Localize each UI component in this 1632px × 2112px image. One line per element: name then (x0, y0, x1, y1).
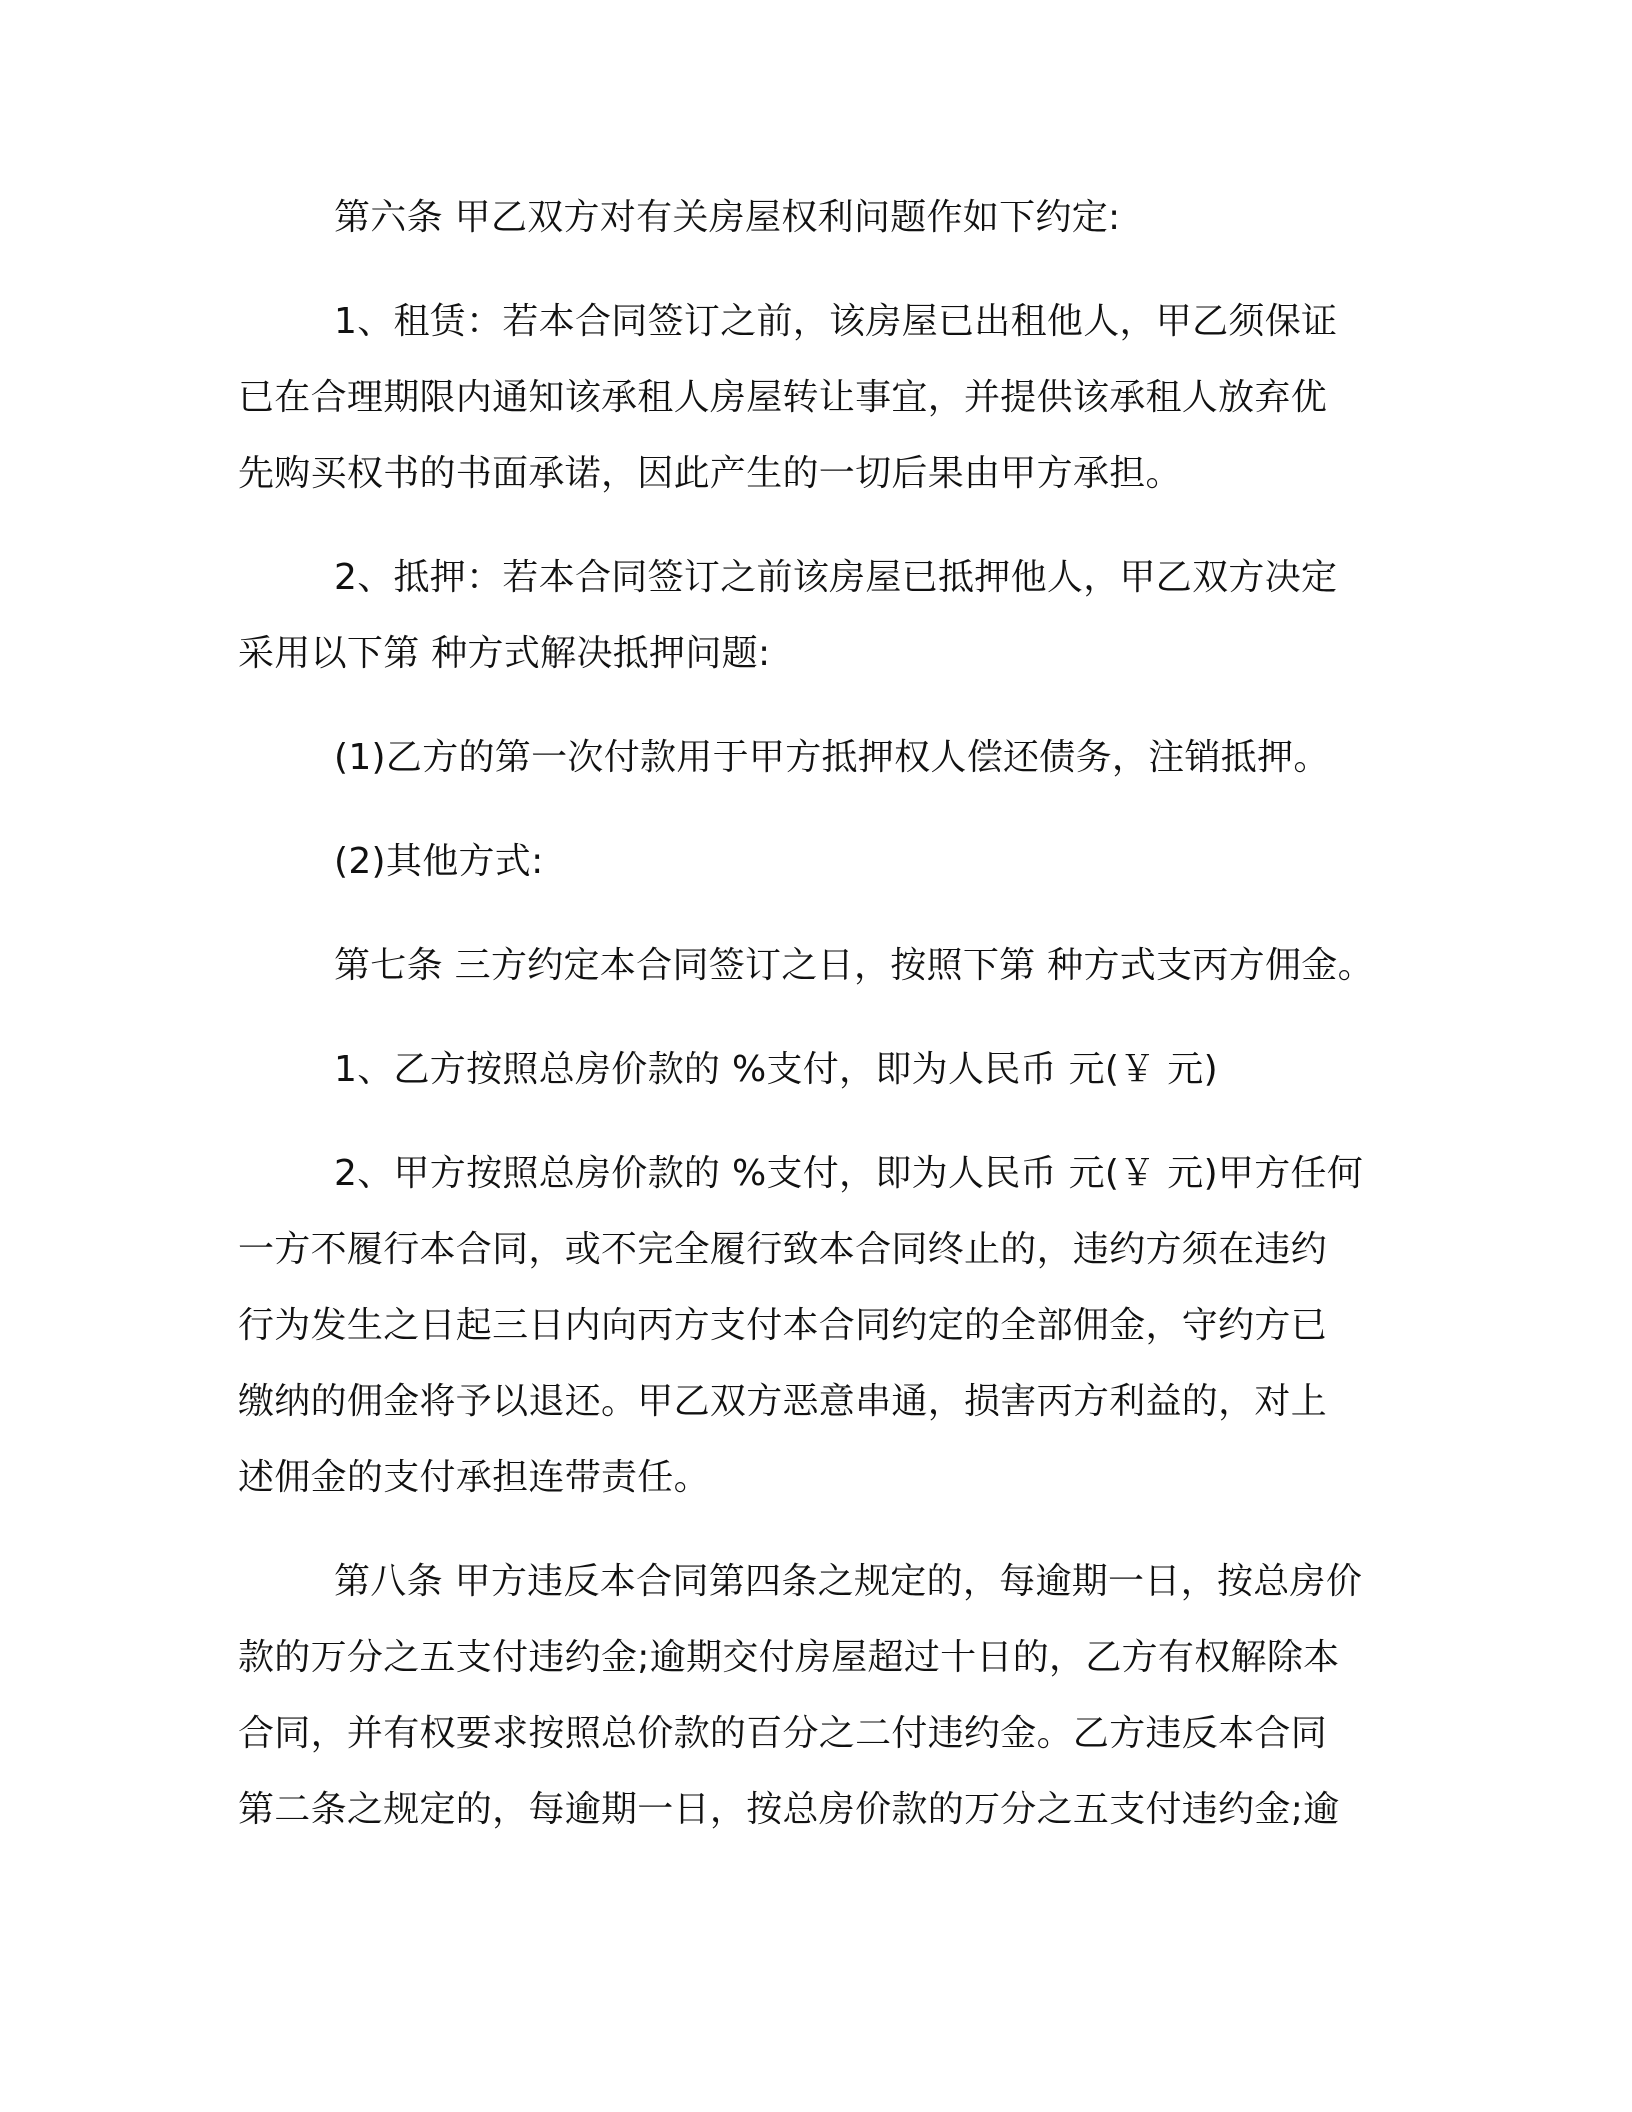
clause-7-2-line-3: 行为发生之日起三日内向丙方支付本合同约定的全部佣金，守约方已 (238, 1305, 1328, 1346)
clause-6-1-line-1: 1、租赁：若本合同签订之前，该房屋已出租他人，甲乙须保证 (334, 301, 1338, 342)
clause-6-1-line-3: 先购买权书的书面承诺，因此产生的一切后果由甲方承担。 (238, 453, 1182, 494)
clause-7-1: 1、乙方按照总房价款的 %支付，即为人民币 元(￥ 元) (334, 1049, 1218, 1090)
clause-7-2-line-5: 述佣金的支付承担连带责任。 (238, 1457, 710, 1498)
clause-6-1-line-2: 已在合理期限内通知该承租人房屋转让事宜，并提供该承租人放弃优 (238, 377, 1328, 418)
article-8-line-1: 第八条 甲方违反本合同第四条之规定的，每逾期一日，按总房价 (334, 1561, 1363, 1602)
clause-6-2-line-2: 采用以下第 种方式解决抵押问题: (238, 633, 771, 674)
clause-6-2-option-1: (1)乙方的第一次付款用于甲方抵押权人偿还债务，注销抵押。 (334, 737, 1330, 778)
clause-7-2-line-1: 2、甲方按照总房价款的 %支付，即为人民币 元(￥ 元)甲方任何 (334, 1153, 1364, 1194)
article-7-heading: 第七条 三方约定本合同签订之日，按照下第 种方式支丙方佣金。 (334, 945, 1374, 986)
article-6-heading: 第六条 甲乙双方对有关房屋权利问题作如下约定: (334, 197, 1121, 238)
clause-6-2-line-1: 2、抵押：若本合同签订之前该房屋已抵押他人，甲乙双方决定 (334, 557, 1338, 598)
article-8-line-4: 第二条之规定的，每逾期一日，按总房价款的万分之五支付违约金;逾 (238, 1789, 1340, 1830)
article-8-line-2: 款的万分之五支付违约金;逾期交付房屋超过十日的，乙方有权解除本 (238, 1637, 1340, 1678)
clause-6-2-option-2: (2)其他方式: (334, 841, 544, 882)
clause-7-2-line-4: 缴纳的佣金将予以退还。甲乙双方恶意串通，损害丙方利益的，对上 (238, 1381, 1328, 1422)
clause-7-2-line-2: 一方不履行本合同，或不完全履行致本合同终止的，违约方须在违约 (238, 1229, 1328, 1270)
article-8-line-3: 合同，并有权要求按照总价款的百分之二付违约金。乙方违反本合同 (238, 1713, 1328, 1754)
